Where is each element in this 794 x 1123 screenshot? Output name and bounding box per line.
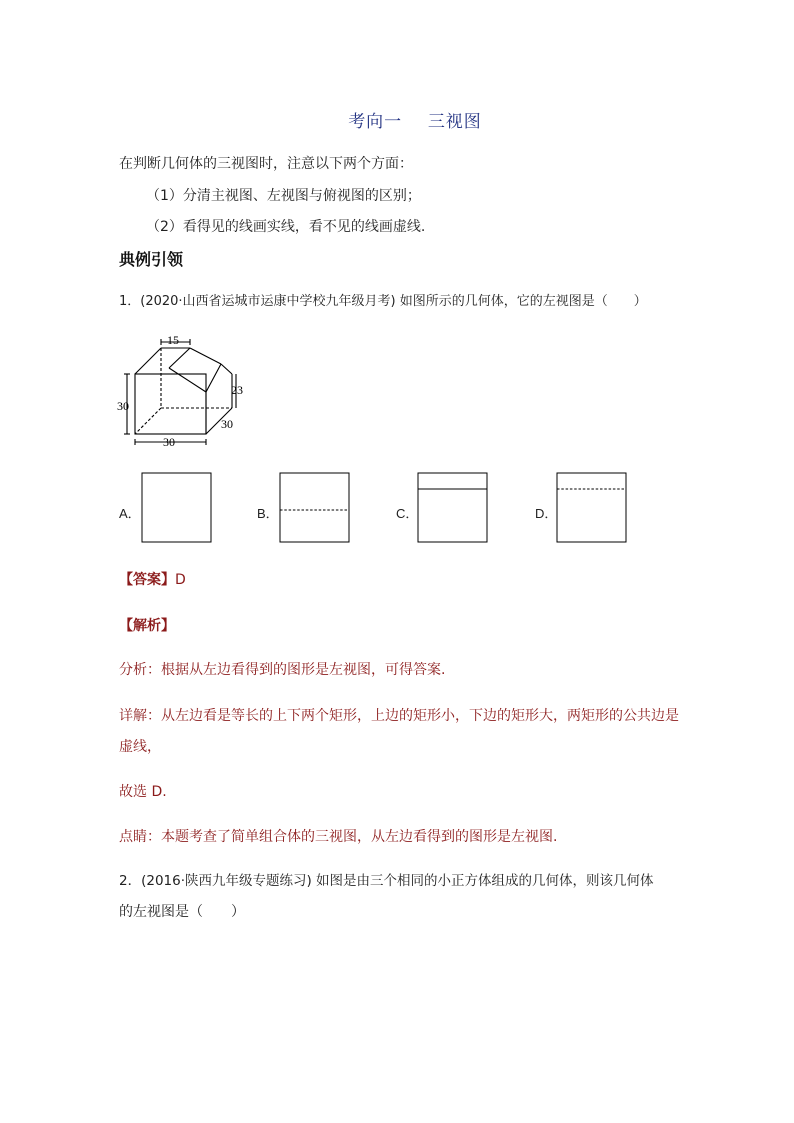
option-b-figure — [279, 472, 351, 544]
analysis-tag: 【解析】 — [119, 618, 175, 634]
comment-text: 点睛：本题考查了简单组合体的三视图，从左边看得到的图形是左视图. — [119, 829, 558, 845]
section-title-part2: 三视图 — [427, 112, 482, 132]
figure-label-top: 15 — [167, 333, 179, 347]
q2-line-1: 2．(2016·陕西九年级专题练习) 如图是由三个相同的小正方体组成的几何体，则该几何体 — [119, 873, 654, 889]
q1-solid-figure — [117, 330, 252, 450]
intro-line-2: （1）分清主视图、左视图与俯视图的区别； — [146, 188, 421, 204]
option-c-figure — [417, 472, 489, 544]
answer-line — [119, 570, 186, 590]
example-heading: 典例引领 — [119, 250, 184, 269]
detail-line-2: 虚线， — [119, 739, 161, 755]
figure-label-left: 30 — [117, 399, 129, 413]
detail-line-1: 详解：从左边看是等长的上下两个矩形，上边的矩形小，下边的矩形大，两矩形的公共边是 — [119, 708, 679, 724]
figure-label-depth: 30 — [221, 417, 233, 431]
intro-line-3: （2）看得见的线画实线，看不见的线画虚线. — [146, 219, 426, 235]
option-a-label: A． — [119, 506, 141, 521]
option-d-label: D． — [535, 506, 558, 521]
section-title-part1: 考向一 — [348, 112, 403, 132]
option-a-figure — [141, 472, 213, 544]
analysis-text: 分析：根据从左边看得到的图形是左视图，可得答案. — [119, 662, 446, 678]
answer-tag: 【答案】 — [119, 572, 175, 588]
intro-line-1: 在判断几何体的三视图时，注意以下两个方面： — [119, 156, 413, 172]
option-c-label: C． — [396, 506, 419, 521]
option-d-figure — [556, 472, 628, 544]
figure-label-right: 23 — [231, 383, 243, 397]
q1-text: 1．(2020·山西省运城市运康中学校九年级月考) 如图所示的几何体，它的左视图是（ ） — [119, 294, 647, 309]
option-b-label: B． — [257, 506, 279, 521]
answer-value: D — [175, 572, 186, 588]
section-title — [0, 107, 794, 132]
figure-label-bottom: 30 — [163, 435, 175, 449]
choose-text: 故选 D. — [119, 784, 167, 800]
q2-line-2: 的左视图是（ ） — [119, 904, 245, 920]
